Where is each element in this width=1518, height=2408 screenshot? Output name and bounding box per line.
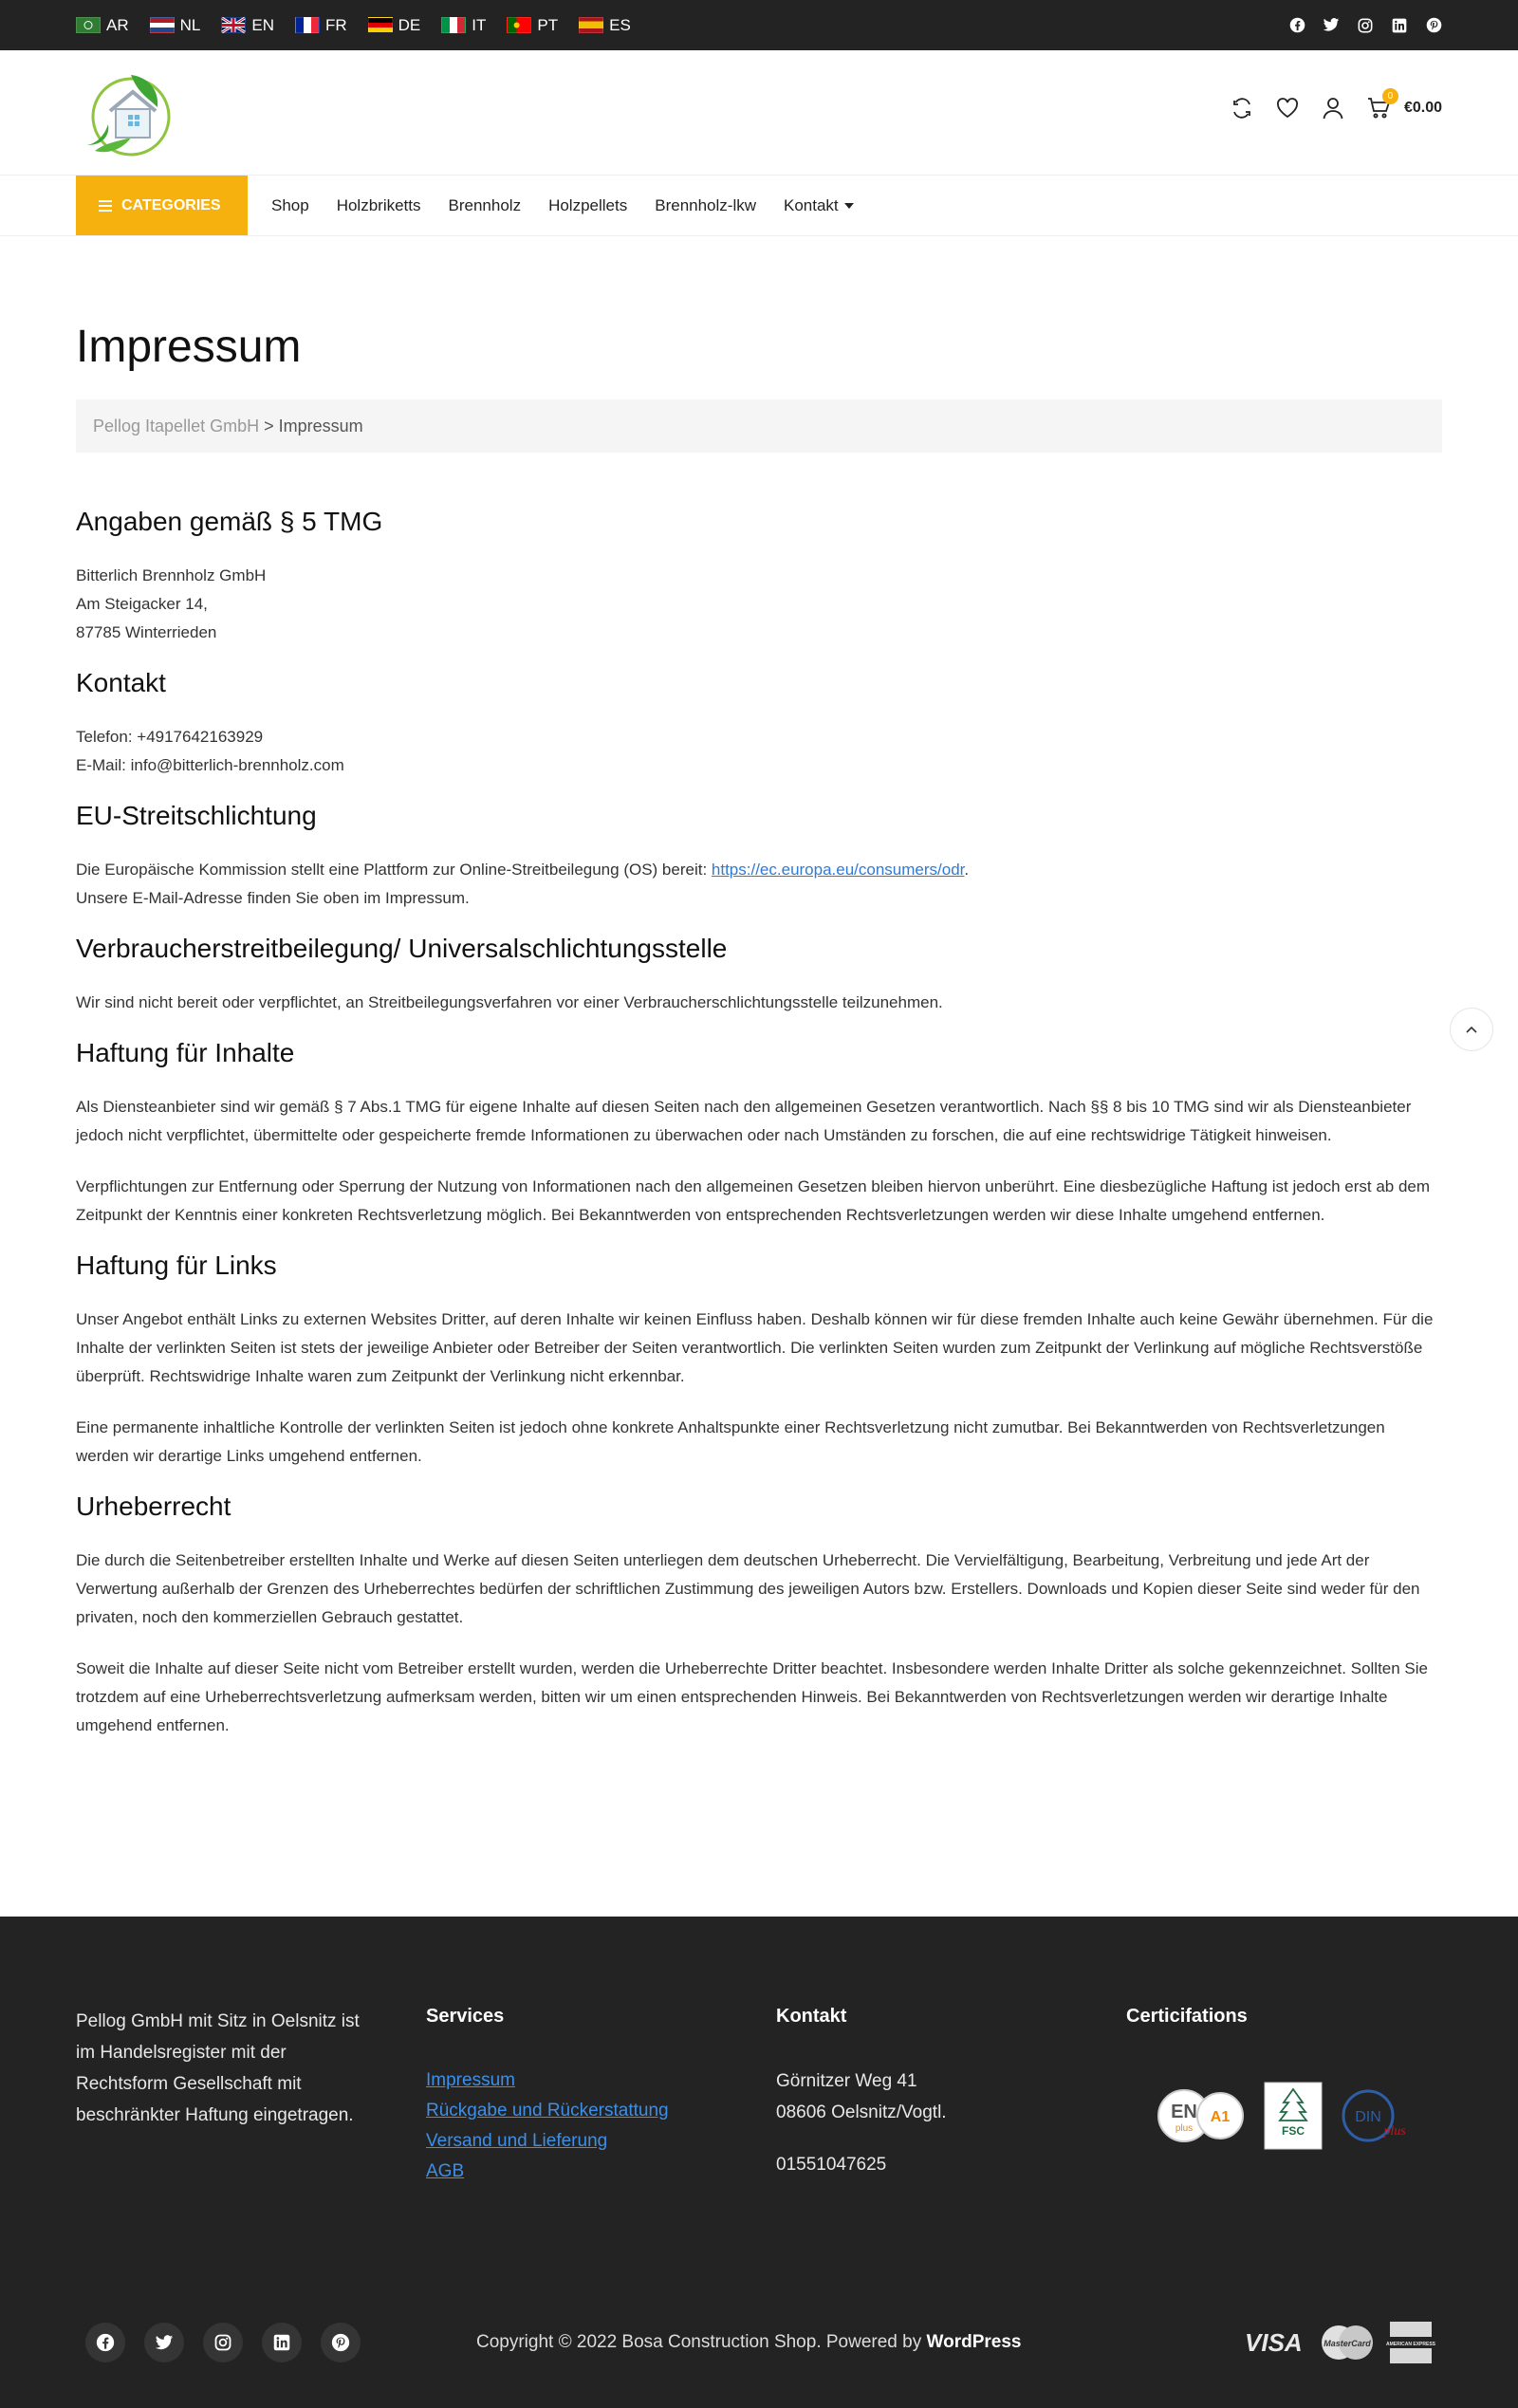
cert-a1-text: A1 — [1210, 2109, 1231, 2125]
footer-bottom — [0, 2313, 1518, 2380]
eu-text: Die Europäische Kommission stellt eine Plattform zur Online-Streitbeilegung (OS) bereit: — [76, 861, 712, 879]
chevron-up-icon — [1466, 1026, 1477, 1033]
footer-link-impressum[interactable]: Impressum — [426, 2070, 515, 2090]
instagram-icon[interactable] — [1357, 17, 1374, 34]
breadcrumb-home[interactable]: Pellog Itapellet GmbH — [93, 416, 260, 435]
section-heading: Verbraucherstreitbeilegung/ Universalschlichtungsstelle — [76, 934, 728, 963]
address-line: 87785 Winterrieden — [76, 623, 217, 641]
lang-en[interactable] — [221, 16, 274, 35]
section-heading: Haftung für Inhalte — [76, 1038, 295, 1067]
flag-es-icon — [579, 17, 603, 33]
nav-link-holzbriketts[interactable]: Holzbriketts — [336, 195, 421, 214]
amex-text: AMERICAN EXPRESS — [1386, 2342, 1435, 2347]
footer-instagram-icon[interactable] — [203, 2323, 243, 2362]
lang-label: IT — [472, 15, 487, 34]
breadcrumb-separator: > — [264, 416, 274, 435]
section-text — [76, 856, 1442, 913]
cert-en-sub-text: plus — [1175, 2123, 1194, 2134]
address-line: Am Steigacker 14, — [76, 595, 208, 613]
lang-label: ES — [609, 15, 631, 34]
section-text: Als Diensteanbieter sind wir gemäß § 7 Abs.1 TMG für eigene Inhalte auf diesen Seiten nach den allgemeinen Gesetzen verantwortlich. Nach §§ 8 bis 10 TMG sind wir als Diensteanbieter jedoch nicht verpflichtet, übermittelte oder gespeicherte fremde Informationen zu überwachen oder nach Umständen zu forschen, die auf eine rechtswidrige Tätigkeit hinweisen. — [76, 1098, 1412, 1144]
pinterest-icon[interactable] — [1425, 17, 1442, 34]
contact-phone: Telefon: +4917642163929 — [76, 728, 264, 746]
language-switcher — [76, 0, 631, 50]
eu-odr-link[interactable]: https://ec.europa.eu/consumers/odr — [711, 861, 965, 879]
visa-text: VISA — [1245, 2328, 1303, 2357]
lang-it[interactable] — [441, 16, 486, 35]
cert-din-sub-text: plus — [1383, 2124, 1406, 2139]
footer-services — [426, 2006, 669, 2187]
facebook-icon[interactable] — [1288, 17, 1305, 34]
footer-services-links — [426, 2065, 669, 2187]
copyright-text — [476, 2332, 1021, 2353]
flag-en-icon — [221, 17, 246, 33]
footer-social-links — [85, 2323, 361, 2362]
footer-about: Pellog GmbH mit Sitz in Oelsnitz ist im Handelsregister mit der Rechtsform Gesellschaft mit beschränkter Haftung eingetragen. — [76, 2011, 360, 2125]
flag-pt-icon — [507, 17, 531, 33]
section-haftung-inhalte — [76, 1034, 1442, 1230]
footer-facebook-icon[interactable] — [85, 2323, 125, 2362]
lang-pt[interactable] — [507, 16, 558, 35]
flag-de-icon — [368, 17, 393, 33]
nav-link-shop[interactable]: Shop — [271, 195, 309, 214]
address-line: Bitterlich Brennholz GmbH — [76, 566, 267, 584]
eu-text-line2: Unsere E-Mail-Adresse finden Sie oben im Impressum. — [76, 889, 470, 907]
footer-pinterest-icon[interactable] — [321, 2323, 361, 2362]
section-text: Verpflichtungen zur Entfernung oder Sperrung der Nutzung von Informationen nach den allgemeinen Gesetzen bleiben hiervon unberührt. Eine diesbezügliche Haftung ist jedoch erst ab dem Zeitpunkt der Kenntnis einer konkreten Rechtsverletzung möglich. Bei Bekanntwerden von entsprechenden Rechtsverletzungen werden wir diese Inhalte umgehend entfernen. — [76, 1177, 1431, 1224]
header-actions — [1230, 91, 1442, 120]
contact-block — [76, 723, 1442, 780]
certification-logos — [1156, 2082, 1412, 2150]
footer-linkedin-icon[interactable] — [262, 2323, 302, 2362]
eu-text-end: . — [964, 861, 970, 879]
cert-din-text: DIN — [1355, 2109, 1381, 2125]
lang-de[interactable] — [368, 16, 421, 35]
cart-total[interactable]: €0.00 — [1403, 100, 1442, 116]
lang-label: EN — [251, 15, 274, 34]
nav-links — [271, 176, 854, 235]
section-urheberrecht — [76, 1488, 1442, 1740]
top-social-links — [1288, 0, 1442, 50]
cert-en-text: EN — [1171, 2102, 1197, 2122]
din-plus-certificate-icon — [1340, 2085, 1412, 2146]
visa-icon — [1243, 2327, 1305, 2358]
address-block — [76, 562, 1442, 647]
breadcrumb-current: Impressum — [278, 416, 363, 435]
scroll-to-top-button[interactable] — [1450, 1008, 1493, 1051]
footer-cert-title: Certicifations — [1126, 2006, 1248, 2027]
categories-label: CATEGORIES — [121, 196, 221, 213]
footer-twitter-icon[interactable] — [144, 2323, 184, 2362]
cert-fsc-text: FSC — [1282, 2124, 1305, 2138]
nav-link-kontakt-label: Kontakt — [784, 195, 839, 214]
section-text: Wir sind nicht bereit oder verpflichtet, an Streitbeilegungsverfahren vor einer Verbraucherschlichtungsstelle teilzunehmen. — [76, 993, 943, 1011]
caret-down-icon — [844, 203, 854, 209]
section-kontakt — [76, 664, 1442, 780]
section-text: Die durch die Seitenbetreiber erstellten Inhalte und Werke auf diesen Seiten unterliegen dem deutschen Urheberrecht. Die Vervielfältigung, Bearbeitung, Verbreitung und jede Art der Verwertung außerhalb der Grenzen des Urheberrechtes bedürfen der schriftlichen Zustimmung des jeweiligen Autors bzw. Erstellers. Downloads und Kopien dieser Seite sind weder für den privaten, noch den kommerziellen Gebrauch gestattet. — [76, 1551, 1420, 1626]
twitter-icon[interactable] — [1323, 17, 1340, 34]
footer-phone: 01551047625 — [776, 2155, 887, 2175]
section-heading: Urheberrecht — [76, 1491, 231, 1521]
lang-label: NL — [179, 15, 201, 34]
nav-link-brennholz[interactable]: Brennholz — [448, 195, 522, 214]
flag-fr-icon — [295, 17, 320, 33]
section-heading: Angaben gemäß § 5 TMG — [76, 507, 383, 536]
section-heading: Kontakt — [76, 668, 166, 697]
flag-it-icon — [441, 17, 466, 33]
lang-label: DE — [398, 15, 421, 34]
site-footer — [0, 1917, 1518, 2408]
nav-link-brennholz-lkw[interactable]: Brennholz-lkw — [655, 195, 756, 214]
section-text: Soweit die Inhalte auf dieser Seite nicht vom Betreiber erstellt wurden, werden die Urheberrechte Dritter beachtet. Insbesondere werden Inhalte Dritter als solche gekennzeichnet. Sollten Sie trotzdem auf eine Urheberrechtsverletzung aufmerksam werden, bitten wir um einen entsprechenden Hinweis. Bei Bekanntwerden von Rechtsverletzungen werden wir derartige Inhalte umgehend entfernen. — [76, 1659, 1429, 1734]
mastercard-text: MasterCard — [1324, 2339, 1371, 2348]
footer-kontakt — [776, 2006, 947, 2180]
hamburger-menu-icon — [99, 200, 112, 212]
footer-kontakt-title: Kontakt — [776, 2006, 847, 2027]
lang-label: FR — [324, 15, 347, 34]
footer-link-agb[interactable]: AGB — [426, 2161, 465, 2181]
section-text: Unser Angebot enthält Links zu externen Websites Dritter, auf deren Inhalte wir keinen Einfluss haben. Deshalb können wir für diese fremden Inhalte auch keine Gewähr übernehmen. Für die Inhalte der verlinkten Seiten ist stets der jeweilige Anbieter oder Betreiber der Seiten verantwortlich. Die verlinkten Seiten wurden zum Zeitpunkt der Verlinkung auf mögliche Rechtsverstöße überprüft. Rechtswidrige Inhalte waren zum Zeitpunkt der Verlinkung nicht erkennbar. — [76, 1310, 1434, 1385]
lang-ar[interactable] — [76, 16, 129, 35]
section-angaben — [76, 503, 1442, 647]
section-haftung-links — [76, 1247, 1442, 1471]
footer-address-line: 08606 Oelsnitz/Vogtl. — [776, 2102, 947, 2122]
footer-link-rueckgabe[interactable]: Rückgabe und Rückerstattung — [426, 2101, 669, 2121]
footer-link-versand[interactable]: Versand und Lieferung — [426, 2131, 608, 2151]
footer-certifications — [1126, 2006, 1248, 2065]
main-navigation — [0, 176, 1518, 236]
top-bar — [0, 0, 1518, 50]
linkedin-icon[interactable] — [1391, 17, 1408, 34]
site-header — [0, 50, 1518, 176]
cart-icon[interactable] — [1366, 91, 1394, 120]
site-logo[interactable] — [76, 67, 182, 158]
lang-label: PT — [537, 15, 559, 34]
nav-link-holzpellets[interactable]: Holzpellets — [548, 195, 628, 214]
wishlist-heart-icon[interactable] — [1275, 96, 1300, 120]
footer-services-title: Services — [426, 2006, 505, 2027]
flag-nl-icon — [150, 17, 175, 33]
section-verbraucher — [76, 930, 1442, 1017]
section-heading: Haftung für Links — [76, 1250, 277, 1280]
flag-ar-icon — [76, 17, 101, 33]
breadcrumb — [76, 399, 1442, 453]
lang-fr[interactable] — [295, 16, 347, 35]
categories-button[interactable] — [76, 176, 248, 235]
contact-email: E-Mail: info@bitterlich-brennholz.com — [76, 756, 344, 774]
section-heading: EU-Streitschlichtung — [76, 801, 317, 830]
nav-link-kontakt[interactable] — [784, 196, 854, 215]
copyright-main: Copyright © 2022 Bosa Construction Shop. Powered by — [476, 2332, 927, 2352]
american-express-icon — [1386, 2321, 1435, 2364]
impressum-content — [76, 503, 1442, 1769]
page-title: Impressum — [76, 322, 302, 372]
compare-icon[interactable] — [1230, 96, 1254, 120]
lang-label: AR — [106, 15, 129, 34]
footer-address-line: Görnitzer Weg 41 — [776, 2071, 917, 2091]
lang-es[interactable] — [579, 16, 631, 35]
wordpress-link[interactable]: WordPress — [926, 2332, 1022, 2352]
payment-methods — [1243, 2321, 1433, 2364]
section-text: Eine permanente inhaltliche Kontrolle der verlinkten Seiten ist jedoch ohne konkrete Anhaltspunkte einer Rechtsverletzung nicht zumutbar. Bei Bekanntwerden von Rechtsverletzungen werden wir derartige Links umgehend entfernen. — [76, 1418, 1385, 1465]
cart-count-badge: 0 — [1382, 88, 1398, 104]
enplus-a1-certificate-icon — [1156, 2087, 1247, 2144]
mastercard-icon — [1319, 2324, 1376, 2362]
fsc-certificate-icon — [1264, 2082, 1323, 2150]
section-eu-streitschlichtung — [76, 797, 1442, 913]
account-user-icon[interactable] — [1321, 96, 1345, 120]
lang-nl[interactable] — [150, 16, 201, 35]
